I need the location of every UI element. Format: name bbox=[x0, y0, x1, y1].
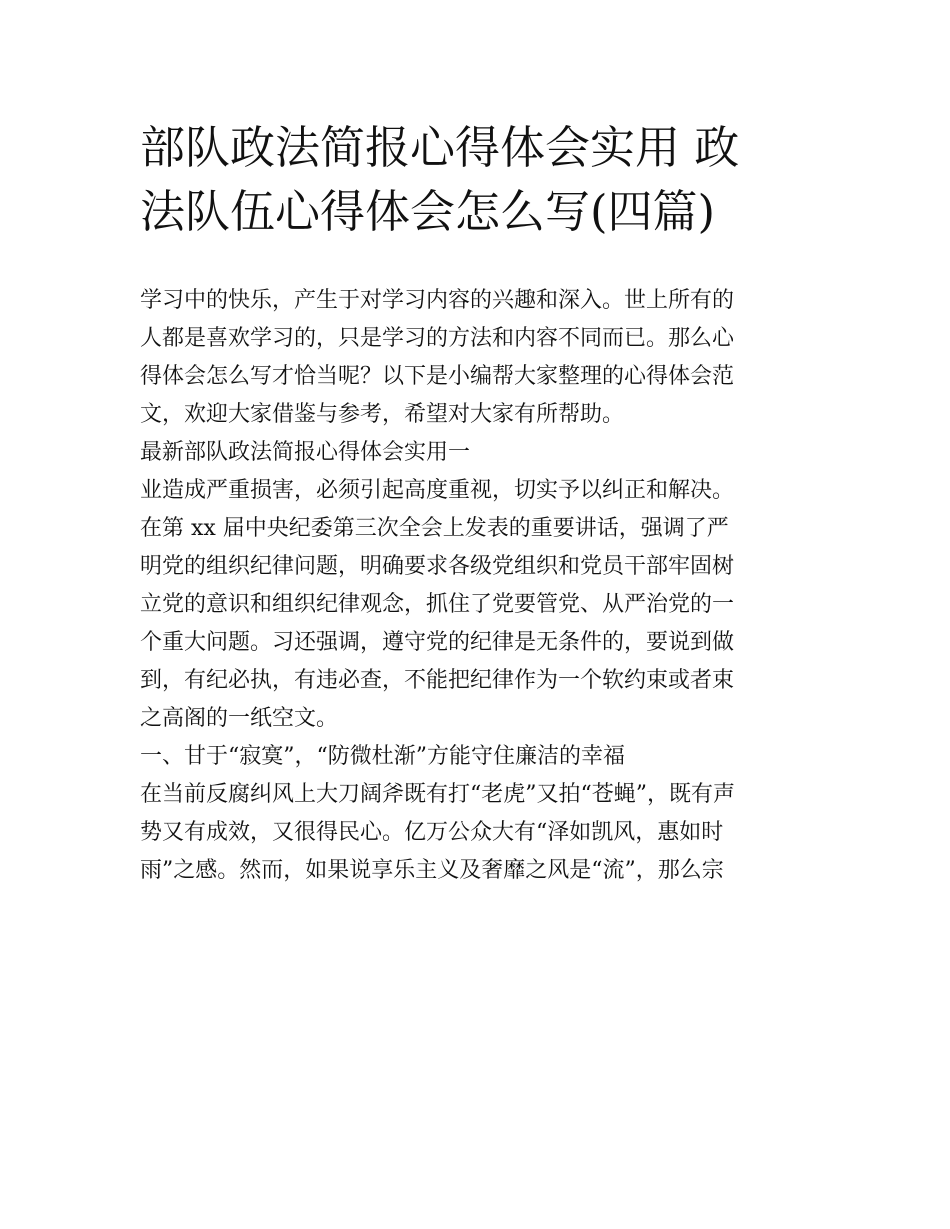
intro-line: 学习中的快乐，产生于对学习内容的兴趣和深入。世上所有的 bbox=[140, 288, 735, 313]
paragraph-line: 之高阁的一纸空文。 bbox=[140, 706, 339, 731]
paragraph-line: 业造成严重损害，必须引起高度重视，切实予以纠正和解决。 bbox=[140, 478, 735, 503]
section-heading: 最新部队政法简报心得体会实用一 bbox=[140, 440, 471, 465]
title-line: 部队政法简报心得体会实用 政 bbox=[140, 121, 740, 174]
paragraph-line: 在第 xx 届中央纪委第三次全会上发表的重要讲话，强调了严 bbox=[140, 516, 729, 541]
intro-line: 得体会怎么写才恰当呢？以下是小编帮大家整理的心得体会范 bbox=[140, 364, 735, 389]
paragraph-line: 个重大问题。习还强调，遵守党的纪律是无条件的，要说到做 bbox=[140, 630, 735, 655]
paragraph-line: 雨”之感。然而，如果说享乐主义及奢靡之风是“流”，那么宗 bbox=[140, 858, 724, 883]
document-title bbox=[140, 116, 830, 244]
title-line: 法队伍心得体会怎么写(四篇) bbox=[140, 185, 716, 238]
paragraph-line: 势又有成效，又很得民心。亿万公众大有“泽如凯风，惠如时 bbox=[140, 820, 724, 845]
paragraph-line: 立党的意识和组织纪律观念，抓住了党要管党、从严治党的一 bbox=[140, 592, 735, 617]
paragraph-line: 到，有纪必执，有违必查，不能把纪律作为一个软约束或者束 bbox=[140, 668, 735, 693]
paragraph-line: 在当前反腐纠风上大刀阔斧既有打“老虎”又拍“苍蝇”，既有声 bbox=[140, 782, 735, 807]
paragraph-line: 明党的组织纪律问题，明确要求各级党组织和党员干部牢固树 bbox=[140, 554, 735, 579]
subheading: 一、甘于“寂寞”，“防微杜渐”方能守住廉洁的幸福 bbox=[140, 744, 625, 769]
intro-line: 文，欢迎大家借鉴与参考，希望对大家有所帮助。 bbox=[140, 402, 625, 427]
intro-line: 人都是喜欢学习的，只是学习的方法和内容不同而已。那么心 bbox=[140, 326, 735, 351]
document-body bbox=[140, 282, 830, 890]
